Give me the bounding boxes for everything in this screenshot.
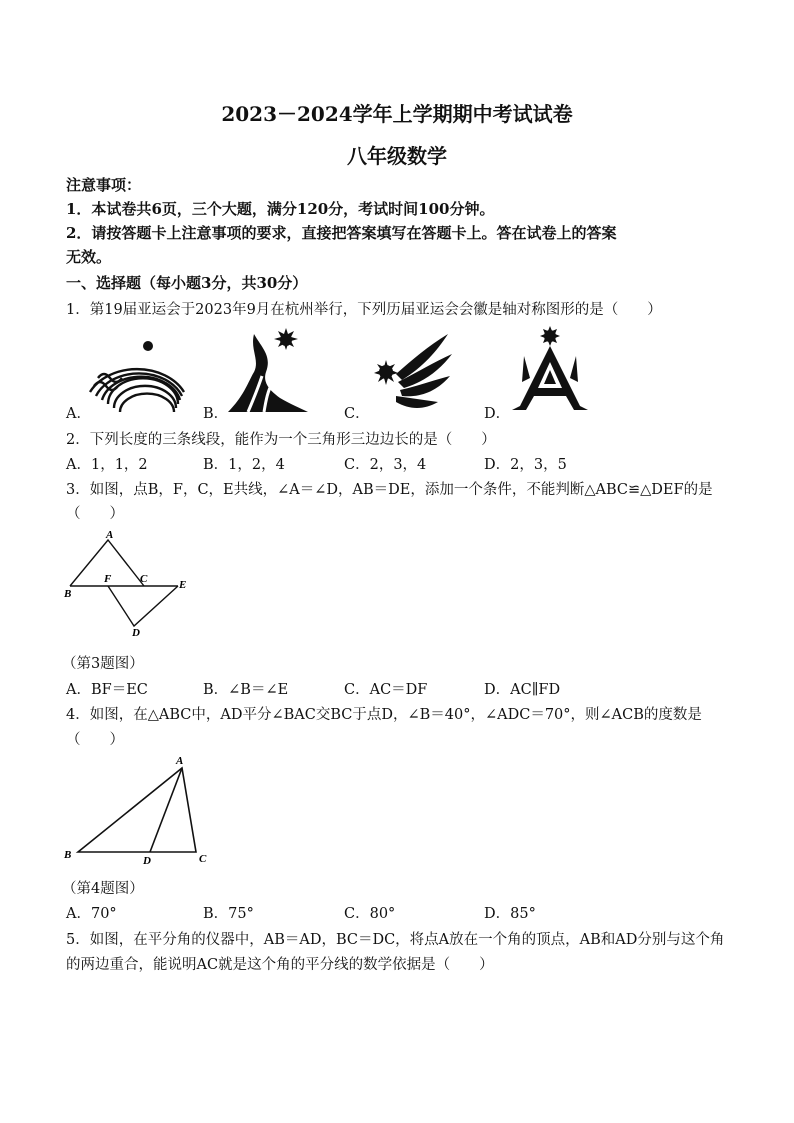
q4-option-d[interactable]: D．85° [484,906,536,922]
q3-label-d: D [132,627,140,639]
q5-stem-line2: 的两边重合，能说明AC就是这个角的平分线的数学依据是（ ） [66,957,494,973]
notice-item-2-line1: 2．请按答题卡上注意事项的要求，直接把答案填写在答题卡上。答在试卷上的答案 [66,224,617,242]
q1-option-c[interactable]: C． [344,406,370,422]
q3-label-c: C [140,573,148,585]
exam-title: 2023－2024学年上学期期中考试试卷 [221,102,573,126]
q3-label-b: B [64,588,72,600]
notice-item-2-line2: 无效。 [66,248,112,266]
q3-label-e: E [179,579,187,591]
q4-option-b[interactable]: B．75° [203,906,254,922]
q3-triangle-def [108,586,178,626]
q4-stem-line1: 4．如图，在△ABC中，AD平分∠BAC交BC于点D，∠B＝40°，∠ADC＝70°，则∠ACB的度数是 [66,707,702,723]
q4-option-a[interactable]: A．70° [66,906,117,922]
emblem-wing-icon [366,330,456,412]
q3-option-b[interactable]: B．∠B＝∠E [203,682,289,698]
q5-stem-line1: 5．如图，在平分角的仪器中，AB＝AD，BC＝DC，将点A放在一个角的顶点，AB和AD分别与这个角 [66,932,725,948]
q2-option-d[interactable]: D．2，3，5 [484,457,567,473]
notice-heading: 注意事项： [66,176,142,194]
q3-option-c[interactable]: C．AC＝DF [344,682,428,698]
q4-figure [60,752,220,870]
q4-option-c[interactable]: C．80° [344,906,396,922]
q1-option-a[interactable]: A． [66,406,91,422]
q1-option-b[interactable]: B． [203,406,229,422]
q3-option-d[interactable]: D．AC∥FD [484,682,561,698]
emblem-flame-icon [224,326,310,414]
q3-stem-line1: 3．如图，点B，F，C，E共线，∠A＝∠D，AB＝DE，添加一个条件，不能判断△ABC≌△DEF的是 [66,482,713,498]
q2-option-c[interactable]: C．2，3，4 [344,457,427,473]
q3-figure [60,530,200,645]
emblem-temple-icon [510,326,590,416]
section-1-heading: 一、选择题（每小题3分，共30分） [66,274,308,292]
q4-triangle-abc [78,768,196,852]
q4-label-b: B [64,849,72,861]
q3-caption: （第3题图） [62,656,144,672]
exam-subtitle: 八年级数学 [347,144,447,168]
q2-stem: 2．下列长度的三条线段，能作为一个三角形三边边长的是（ ） [66,432,496,448]
q3-label-a: A [106,529,114,541]
q2-option-a[interactable]: A．1，1，2 [66,457,148,473]
q3-option-a[interactable]: A．BF＝EC [66,682,148,698]
q4-caption: （第4题图） [62,881,144,897]
notice-item-1: 1．本试卷共6页，三个大题，满分120分，考试时间100分钟。 [66,200,495,218]
q1-option-d[interactable]: D． [484,406,511,422]
q4-stem-line2: （ ） [66,732,124,748]
emblem-waves-icon [86,336,186,416]
q3-label-f: F [104,573,112,585]
q2-option-b[interactable]: B．1，2，4 [203,457,285,473]
q4-label-c: C [199,853,207,865]
q1-stem: 1．第19届亚运会于2023年9月在杭州举行，下列历届亚运会会徽是轴对称图形的是（ ） [66,302,662,318]
q4-label-a: A [176,755,184,767]
q4-label-d: D [143,855,151,867]
q3-stem-line2: （ ） [66,506,124,522]
